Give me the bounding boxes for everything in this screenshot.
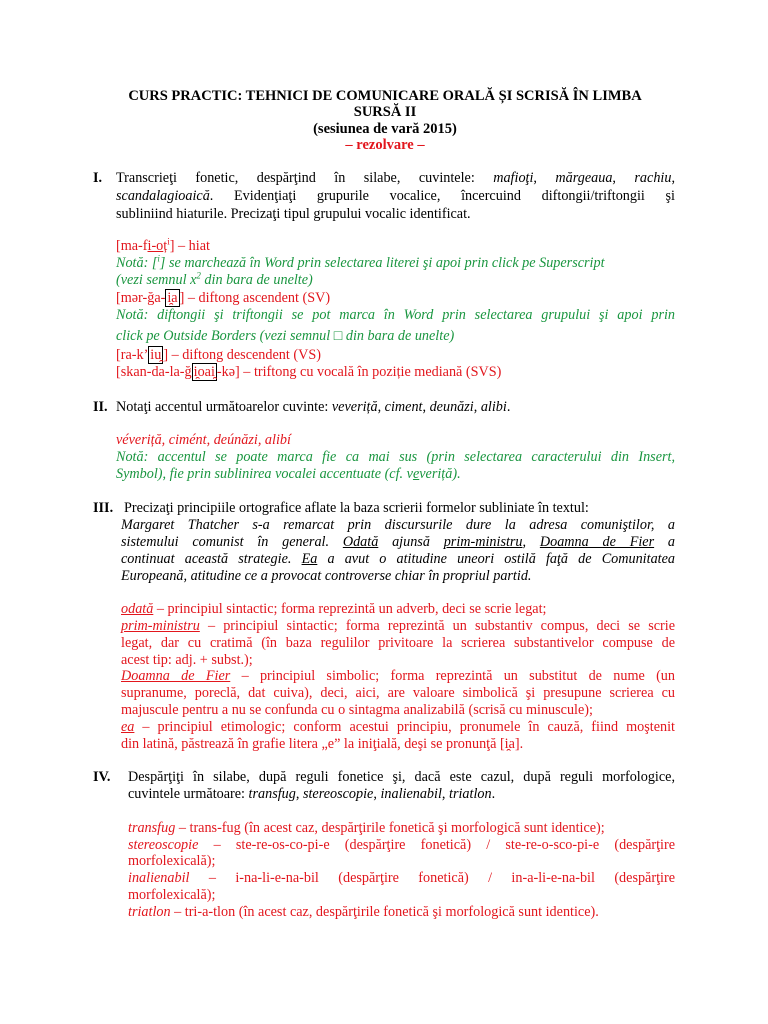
answer-iv-3: morfolexicală); [128,853,216,869]
answer-i-3: [ra-k’ iu̯ ] – diftong descendent (VS) [116,347,321,363]
answer-ii: véveriță, cimént, deúnăzi, alibí [116,432,291,448]
section-number-iv: IV. [93,769,111,785]
answer-iv-4: inalienabil – i-na-li-e-na-bil (despărţire fonetică) / in-a-li-e-na-bil (despărţire [128,870,675,886]
question-i-line-1: Transcrieţi fonetic, despărţind în silabe, cuvintele: mafioţi, mărgeaua, rachiu, [116,170,675,186]
answer-i-4: [skan-da-la-ğ i̯oai̯ -kə] – triftong cu vocală în poziție mediană (SVS) [116,364,502,380]
answer-iii-7: majuscule pentru a nu se confunda cu o sintagma analizabilă (scrisă cu minuscule); [121,702,593,718]
answer-iii-1: odată – principiul sintactic; forma reprezintă un adverb, deci se scrie legat; [121,601,547,617]
note-i-2: Notă: diftongii şi triftongii se pot marca în Word prin selectarea grupului şi apoi prin [116,307,675,323]
question-ii: Notaţi accentul următoarelor cuvinte: veveriță, ciment, deunăzi, alibi. [116,399,511,415]
answer-iii-3: legat, dar cu cratimă (în baza regulilor privitoare la scrierea substantivelor compuse de [121,635,675,651]
answer-iii-9: din latină, păstrează în grafie litera „e” la iniţială, deşi se pronunţă [i̯a]. [121,736,524,752]
subtitle: – rezolvare – [345,137,425,153]
answer-i-1: $[ma-fi-oț^i]$ – hiat [116,236,210,254]
answer-iv-1: transfug – trans-fug (în acest caz, despărţirile fonetică şi morfologică sunt identice); [128,820,605,836]
section-number-ii: II. [93,399,108,415]
section-number-i: I. [93,170,103,186]
question-i-line-2: scandalagioaică. Evidenţiaţi grupurile vocalice, încercuind diftongii/triftongii şi [116,188,675,204]
document-header [100,0,670,160]
question-i-line-3: subliniind hiaturile. Precizaţi tipul grupului vocalic identificat. [116,206,471,222]
note-i-2b: click pe Outside Borders (vezi semnul □ din bara de unelte) [116,328,455,344]
answer-iii-5: Doamna de Fier – principiul simbolic; forma reprezintă un substitut de nume (un [121,668,675,684]
answer-iii-2: prim-ministru – principiul sintactic; forma reprezintă un substantiv compus, deci se scrie [121,618,675,634]
quote-line-4: Europeană, atitudine ce a provocat controverse chiar în propriul partid. [121,568,532,584]
question-iii: Precizaţi principiile ortografice aflate la baza scrierii formelor subliniate în textul: [124,500,589,516]
answer-iv-6: triatlon – tri-a-tlon (în acest caz, despărţirile fonetică şi morfologică sunt identice). [128,904,599,920]
note-i-1b: (vezi semnul $x^2$ din bara de unelte) [116,270,313,288]
question-iv-line-1: Despărţiţi în silabe, după reguli fonetice şi, dacă este cazul, după reguli morfologice, [128,769,675,785]
session-line: (sesiunea de vară 2015) [313,121,457,137]
quote-line-3: continuat această strategie. Ea a avut o atitudine uneori ostilă faţă de Comunitatea [121,551,675,567]
answer-i-2: [mər-ğa- i̯a ] – diftong ascendent (SV) [116,290,331,306]
section-number-iii: III. [93,500,114,516]
answer-iv-2: stereoscopie – ste-re-os-co-pi-e (despărţire fonetică) / ste-re-o-sco-pi-e (despărţire [128,837,675,853]
answer-iv-5: morfolexicală); [128,887,216,903]
title-line-1: CURS PRACTIC: TEHNICI DE COMUNICARE ORALĂ ȘI SCRISĂ ÎN LIMBA [128,88,642,104]
quote-line-1: Margaret Thatcher s-a remarcat prin discursurile dure la adresa comuniştilor, a [121,517,675,533]
question-iv-line-2: cuvintele următoare: transfug, stereoscopie, inalienabil, triatlon. [128,786,496,802]
answer-iii-8: ea – principiul etimologic; conform acestui principiu, pronumele în cauză, fiind moştenit [121,719,675,735]
note-ii-1: Notă: accentul se poate marca fie ca mai sus (prin selectarea caracterului din Insert, [116,449,675,465]
note-i-1: Notă: [$^i$] se marchează în Word prin selectarea literei şi apoi prin click pe Superscript [116,253,605,271]
answer-iii-4: acest tip: adj. + subst.); [121,652,253,668]
quote-line-2: sistemului comunist în general. Odată ajunsă prim-ministru, Doamna de Fier a [121,534,676,550]
answer-iii-6: supranume, poreclă, dat cuiva), deci, aici, are valoare simbolică şi presupune scrierea cu [121,685,675,701]
note-ii-2: Symbol), fie prin sublinirea vocalei accentuate (cf. veveriță). [116,466,461,482]
title-line-2: SURSĂ II [353,104,417,120]
